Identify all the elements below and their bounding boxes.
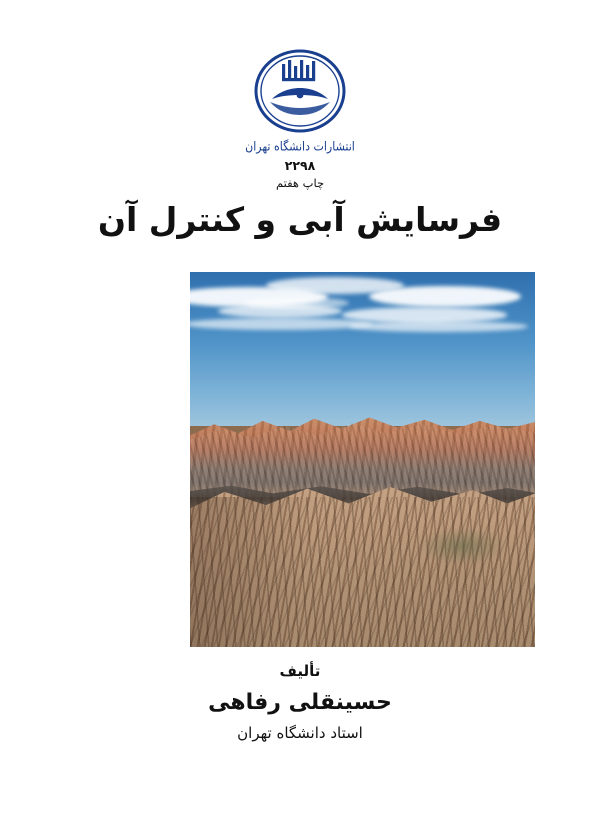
publication-number: ۲۲۹۸ [284,158,316,173]
cloud-icon [369,286,521,308]
book-title: فرسایش آبی و کنترل آن [97,200,503,239]
publisher-block [0,48,600,190]
cloud-icon [190,318,373,330]
vegetation-patch [418,527,508,565]
cover-photo [190,272,535,647]
author-block [0,662,600,742]
university-of-tehran-emblem-icon [252,48,348,134]
edition-label: چاپ هفتم [275,176,325,190]
author-affiliation: استاد دانشگاه تهران [237,724,363,742]
author-prefix-label: تألیف [279,662,321,680]
cloud-icon [245,297,349,309]
slope-shadow [190,497,349,647]
sky-region [190,272,535,426]
publisher-name: انتشارات دانشگاه تهران [245,139,355,154]
badlands-illustration [190,272,535,647]
cloud-icon [349,321,528,332]
author-name: حسینقلی رفاهی [208,690,392,715]
